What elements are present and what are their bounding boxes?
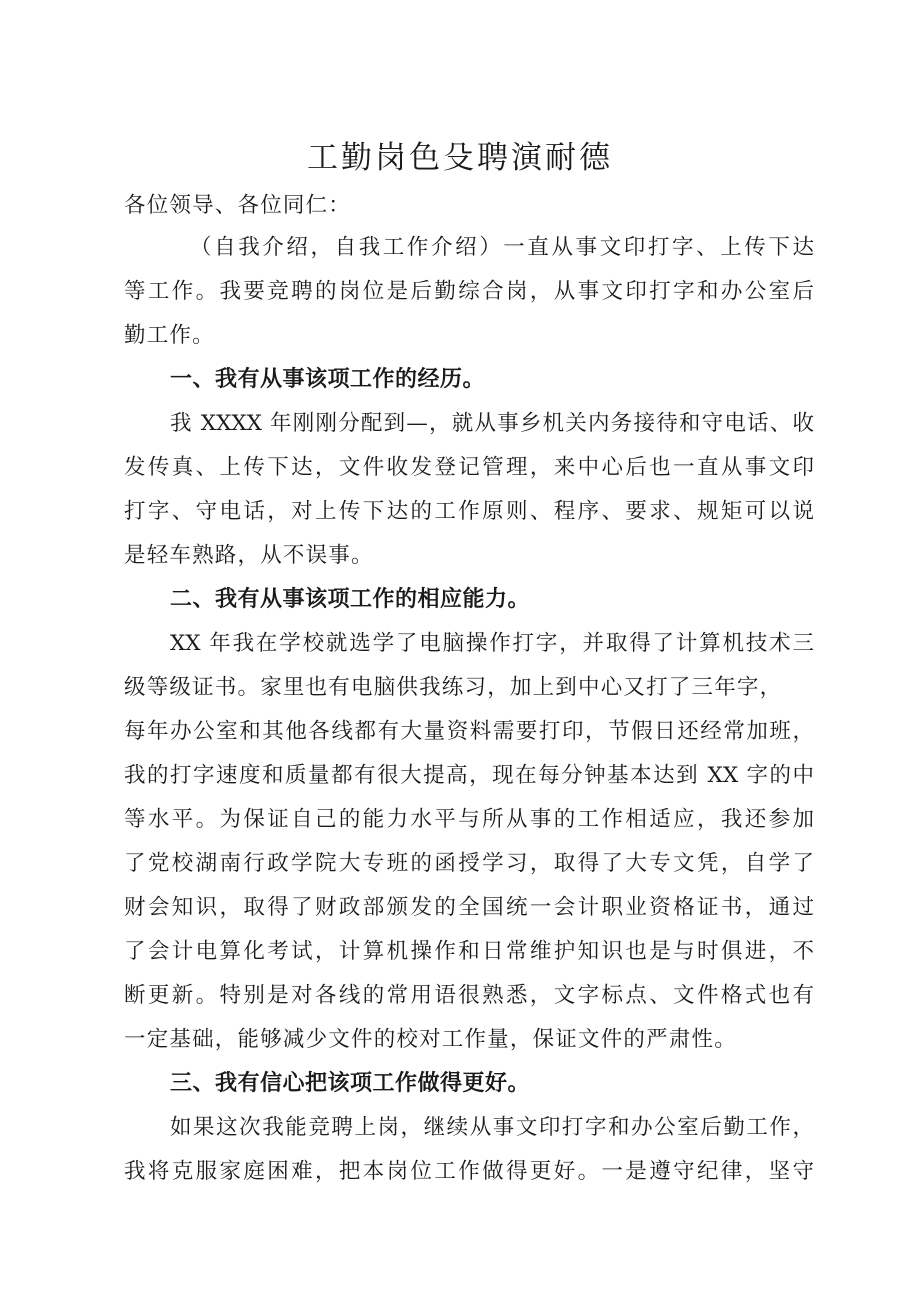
section-3-line-1: 如果这次我能竞聘上岗，继续从事文印打字和办公室后勤工作，: [170, 1115, 814, 1140]
section-3-line-2: 我将克服家庭困难，把本岗位工作做得更好。一是遵守纪律，坚守: [124, 1159, 814, 1184]
section-1-line-1: 我 XXXX 年刚刚分配到—，就从事乡机关内务接待和守电话、收: [170, 411, 814, 436]
section-2-line-5: 等水平。为保证自己的能力水平与所从事的工作相适应，我还参加: [124, 807, 814, 832]
intro-line-2: 等工作。我要竞聘的岗位是后勤综合岗，从事文印打字和办公室后: [124, 279, 814, 304]
section-2-line-6: 了党校湖南行政学院大专班的函授学习，取得了大专文凭，自学了: [124, 851, 814, 876]
section-2-line-7: 财会知识，取得了财政部颁发的全国统一会计职业资格证书，通过: [124, 895, 814, 920]
salutation: 各位领导、各位同仁：: [124, 193, 352, 218]
intro-line-3: 勤工作。: [124, 323, 215, 348]
section-2-line-4: 我的打字速度和质量都有很大提高，现在每分钟基本达到 XX 字的中: [124, 763, 814, 788]
section-2-line-9: 断更新。特别是对各线的常用语很熟悉，文字标点、文件格式也有: [124, 983, 814, 1008]
section-2-line-8: 了会计电算化考试，计算机操作和日常维护知识也是与时俱进，不: [124, 939, 814, 964]
section-2-line-2: 级等级证书。家里也有电脑供我练习，加上到中心又打了三年字，: [124, 675, 783, 700]
section-2-heading: 二、我有从事该项工作的相应能力。: [170, 587, 531, 612]
section-3-heading: 三、我有信心把该项工作做得更好。: [170, 1071, 531, 1096]
intro-line-1: （自我介绍，自我工作介绍）一直从事文印打字、上传下达: [190, 235, 814, 260]
section-1-line-3: 打字、守电话，对上传下达的工作原则、程序、要求、规矩可以说: [124, 499, 814, 524]
section-1-line-2: 发传真、上传下达，文件收发登记管理，来中心后也一直从事文印: [124, 455, 814, 480]
section-2-line-3: 每年办公室和其他各线都有大量资料需要打印，节假日还经常加班，: [124, 719, 814, 744]
document-title: 工勤岗色殳聘演耐德: [307, 140, 613, 176]
section-2-line-1: XX 年我在学校就选学了电脑操作打字，并取得了计算机技术三: [170, 631, 814, 656]
section-1-heading: 一、我有从事该项工作的经历。: [170, 367, 486, 392]
section-2-line-10: 一定基础，能够减少文件的校对工作量，保证文件的严肃性。: [124, 1027, 737, 1052]
section-1-line-4: 是轻车熟路，从不误事。: [124, 543, 374, 568]
